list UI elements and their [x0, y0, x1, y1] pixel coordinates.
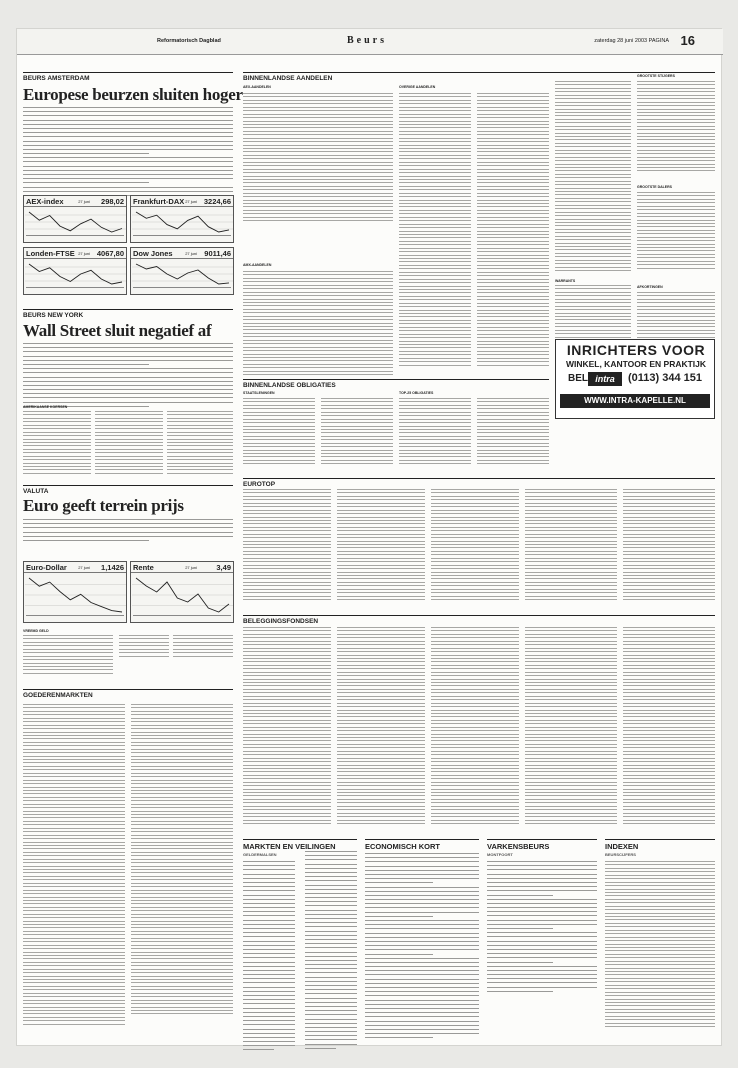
- chart-aex: [23, 195, 127, 243]
- ad-phone: (0113) 344 151: [628, 372, 703, 384]
- chart-line: [132, 260, 233, 288]
- section-economisch-kort: ECONOMISCH KORT: [365, 839, 479, 851]
- markten-location: GELDERMALSEN: [243, 852, 277, 857]
- chart-value: 9011,46: [204, 249, 231, 258]
- article-markten-2: [305, 851, 357, 1052]
- chart-title: Dow Jones: [133, 249, 173, 258]
- article-varkensbeurs: [487, 861, 597, 995]
- headline-amsterdam: Europese beurzen sluiten hoger: [23, 85, 243, 104]
- table-amx-aandelen: [243, 271, 393, 371]
- table-amerikaanse-koersen: [23, 411, 233, 479]
- article-amsterdam: [23, 107, 233, 199]
- article-new-york: [23, 343, 233, 410]
- table-title-overige: OVERIGE AANDELEN: [399, 85, 436, 89]
- masthead-date: zaterdag 28 juni 2003 PAGINA: [594, 38, 669, 44]
- ad-subline: WINKEL, KANTOOR EN PRAKTIJK: [565, 359, 707, 369]
- table-eurotop: [243, 489, 715, 607]
- table-beleggingsfondsen: [243, 627, 715, 833]
- chart-line: [25, 260, 126, 288]
- section-markten-en-veilingen: MARKTEN EN VEILINGEN: [243, 839, 357, 851]
- ad-url[interactable]: WWW.INTRA-KAPELLE.NL: [560, 394, 710, 408]
- table-staatsleningen: [243, 398, 393, 470]
- table-title-top25: TOP-25 OBLIGATIES: [399, 391, 434, 395]
- chart-date: 27 juni: [185, 565, 197, 570]
- newspaper-page: [16, 28, 722, 1046]
- table-overige-aandelen-2: [555, 81, 631, 281]
- chart-line: [132, 574, 233, 616]
- table-valuta: [23, 635, 233, 679]
- section-binnenlandse-obligaties: BINNENLANDSE OBLIGATIES: [243, 379, 549, 389]
- section-beleggingsfondsen: BELEGGINGSFONDSEN: [243, 615, 715, 625]
- masthead: [17, 29, 723, 55]
- headline-new-york: Wall Street sluit negatief af: [23, 321, 212, 340]
- table-title-stijgers: GROOTSTE STIJGERS: [637, 74, 675, 78]
- chart-date: 27 juni: [185, 199, 197, 204]
- ad-logo: intra: [588, 372, 622, 386]
- table-title-dalers: GROOTSTE DALERS: [637, 185, 673, 189]
- chart-value: 3224,66: [203, 197, 231, 206]
- article-valuta: [23, 519, 233, 544]
- chart-rente: [130, 561, 234, 623]
- chart-line: [25, 208, 126, 236]
- section-varkensbeurs: VARKENSBEURS: [487, 839, 597, 851]
- advertisement-intra[interactable]: [555, 339, 715, 419]
- table-grootste-stijgers: [637, 81, 715, 181]
- chart-ftse: [23, 247, 127, 295]
- indexen-subtitle: BEURSCIJFERS: [605, 852, 636, 857]
- chart-euro-dollar: [23, 561, 127, 623]
- table-title-afkortingen: AFKORTINGEN: [637, 285, 663, 289]
- table-title-staatsleningen: STAATSLENINGEN: [243, 391, 275, 395]
- table-top25-obligaties: [399, 398, 549, 470]
- chart-date: 27 juni: [78, 199, 90, 204]
- section-binnenlandse-aandelen: BINNENLANDSE AANDELEN: [243, 72, 715, 82]
- chart-line: [132, 208, 233, 236]
- chart-date: 27 juni: [185, 251, 197, 256]
- ad-headline: INRICHTERS VOOR: [566, 342, 706, 358]
- chart-value: 298,02: [101, 197, 124, 206]
- table-title-amerikaanse-koersen: AMERIKAANSE KOERSEN: [23, 405, 68, 409]
- chart-value: 1,1426: [101, 563, 124, 572]
- chart-title: AEX-index: [26, 197, 64, 206]
- ad-bel: BEL: [568, 373, 588, 384]
- varkensbeurs-location: MONTFOORT: [487, 852, 513, 857]
- chart-dowjones: [130, 247, 234, 295]
- page-number: 16: [680, 33, 695, 48]
- table-title-vreemd-geld: VREEMD GELD: [23, 629, 49, 633]
- article-economisch: [365, 853, 479, 1041]
- section-indexen: INDEXEN: [605, 839, 715, 851]
- headline-valuta: Euro geeft terrein prijs: [23, 496, 184, 515]
- table-aex-aandelen: [243, 93, 393, 263]
- chart-value: 3,49: [216, 563, 231, 572]
- chart-date: 27 juni: [78, 251, 90, 256]
- section-valuta: VALUTA: [23, 485, 233, 495]
- masthead-section: Beurs: [347, 35, 387, 46]
- table-overige-aandelen: [399, 93, 549, 371]
- table-title-warrants: WARRANTS: [555, 279, 576, 283]
- chart-dax: [130, 195, 234, 243]
- table-title-aex: AEX-AANDELEN: [243, 85, 271, 89]
- section-eurotop: EUROTOP: [243, 478, 715, 488]
- table-title-amx: AMX-AANDELEN: [243, 263, 272, 267]
- article-markten-1: [243, 861, 295, 1054]
- table-grootste-dalers: [637, 192, 715, 282]
- section-beurs-amsterdam: BEURS AMSTERDAM: [23, 72, 233, 82]
- chart-line: [25, 574, 126, 616]
- chart-title: Frankfurt-DAX: [133, 197, 185, 206]
- chart-title: Euro-Dollar: [26, 563, 67, 572]
- table-goederenmarkten: [23, 704, 233, 1034]
- section-beurs-new-york: BEURS NEW YORK: [23, 309, 233, 319]
- chart-title: Londen-FTSE: [26, 249, 75, 258]
- table-indexen: [605, 861, 715, 1037]
- masthead-publication: Reformatorisch Dagblad: [157, 38, 221, 44]
- section-goederenmarkten: GOEDERENMARKTEN: [23, 689, 233, 699]
- chart-value: 4067,80: [96, 249, 124, 258]
- chart-date: 27 juni: [78, 565, 90, 570]
- chart-title: Rente: [133, 563, 154, 572]
